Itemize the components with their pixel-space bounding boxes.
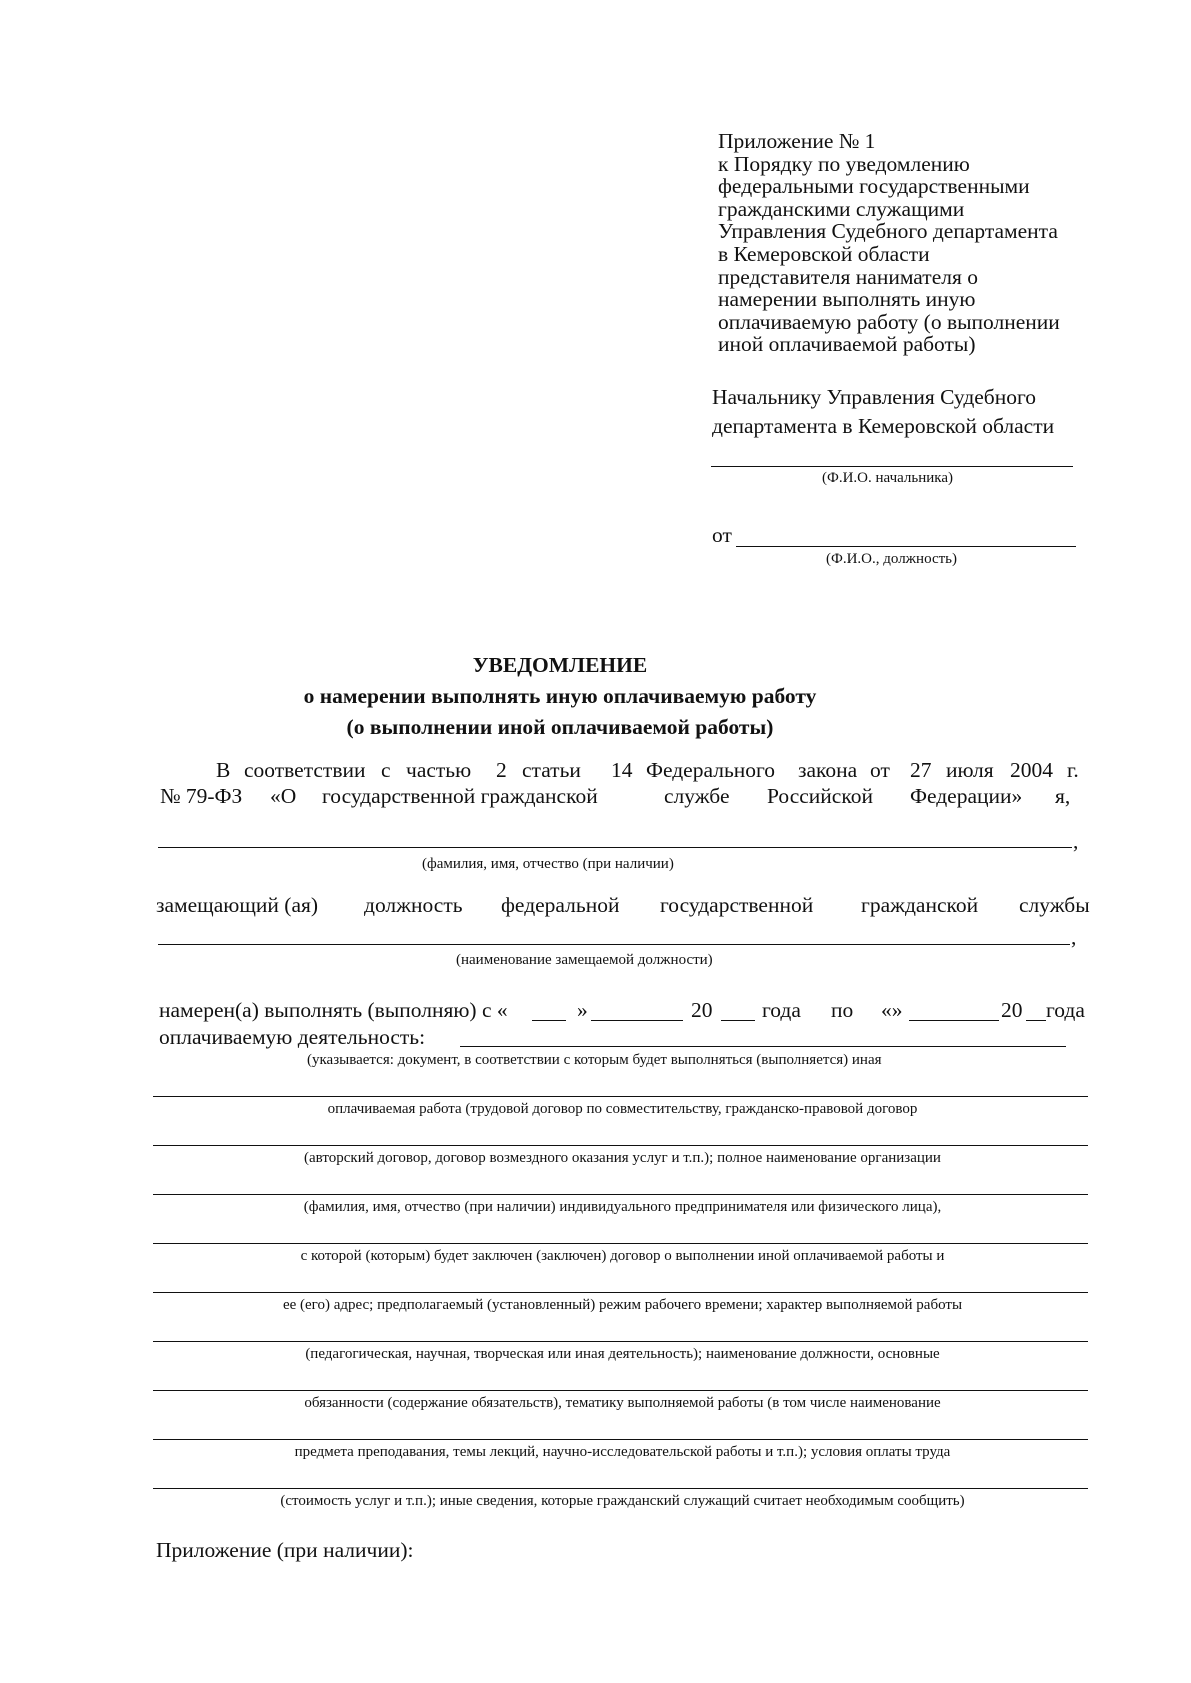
body-word: я, [1055, 784, 1071, 808]
details-field[interactable] [153, 1390, 1088, 1391]
body-word: соответствии [244, 758, 366, 782]
appendix-line: представителя нанимателя о [718, 264, 978, 289]
body-word: с [381, 758, 391, 782]
position-word: замещающий (ая) [156, 893, 319, 917]
attachment-label: Приложение (при наличии): [156, 1538, 414, 1562]
details-field[interactable] [153, 1292, 1088, 1293]
addressee-line: Начальнику Управления Судебного [712, 385, 1037, 409]
intend-text: года [1046, 998, 1085, 1022]
intend-text: «» [881, 998, 903, 1022]
details-caption: (стоимость услуг и т.п.); иные сведения, которые гражданский служащий считает необходимым сообщить) [280, 1493, 965, 1509]
appendix-line: гражданскими служащими [718, 196, 965, 221]
comma: , [1071, 925, 1077, 949]
fio-caption: (фамилия, имя, отчество (при наличии) [422, 856, 674, 872]
position-word: должность [364, 893, 463, 917]
body-word: 2 [496, 758, 507, 782]
body-word: «О [270, 784, 297, 808]
appendix-line: федеральными государственными [718, 174, 1030, 199]
appendix-line: Управления Судебного департамента [718, 219, 1058, 244]
appendix-line: к Порядку по уведомлению [718, 151, 970, 176]
month-to-field[interactable] [909, 1020, 999, 1021]
appendix-line: иной оплачиваемой работы) [718, 332, 976, 357]
position-caption: (наименование замещаемой должности) [456, 952, 713, 968]
body-word: Федерального [646, 758, 776, 782]
fio-field[interactable] [158, 847, 1072, 848]
details-caption: (педагогическая, научная, творческая или иная деятельность); наименование должности, основные [305, 1346, 940, 1362]
day-from-field[interactable] [532, 1020, 566, 1021]
body-word: 27 [910, 758, 932, 782]
details-field[interactable] [153, 1194, 1088, 1195]
details-caption: ее (его) адрес; предполагаемый (установленный) режим рабочего времени; характер выполняемой работы [282, 1297, 963, 1313]
details-caption: предмета преподавания, темы лекций, научно-исследовательской работы и т.п.); условия оплаты труда [294, 1444, 951, 1460]
intend-text: намерен(а) выполнять (выполняю) с « [159, 998, 508, 1022]
details-field[interactable] [153, 1096, 1088, 1097]
details-field[interactable] [153, 1439, 1088, 1440]
body-word: № 79-ФЗ [160, 784, 243, 808]
body-word: государственной гражданской [322, 784, 598, 808]
activity-label: оплачиваемую деятельность: [159, 1025, 426, 1049]
details-caption: (авторский договор, договор возмездного оказания услуг и т.п.); полное наименование организации [304, 1150, 941, 1166]
body-word: статьи [522, 758, 581, 782]
document-subtitle: о намерении выполнять иную оплачиваемую работу [303, 684, 817, 708]
chief-name-caption: (Ф.И.О. начальника) [822, 470, 954, 486]
position-word: гражданской [861, 893, 979, 917]
year-to-field[interactable] [1026, 1020, 1046, 1021]
body-word: Российской [767, 784, 873, 808]
intend-text: по [831, 998, 854, 1022]
position-word: федеральной [501, 893, 620, 917]
body-word: июля [946, 758, 994, 782]
intend-text: 20 [691, 998, 713, 1022]
year-from-field[interactable] [721, 1020, 755, 1021]
details-caption: (фамилия, имя, отчество (при наличии) индивидуального предпринимателя или физического лица), [303, 1199, 942, 1215]
details-field[interactable] [153, 1243, 1088, 1244]
body-word: 14 [611, 758, 633, 782]
body-word: г. [1067, 758, 1079, 782]
details-caption: с которой (которым) будет заключен (заключен) договор о выполнении иной оплачиваемой работы и [300, 1248, 945, 1264]
body-word: закона [798, 758, 858, 782]
details-field[interactable] [153, 1488, 1088, 1489]
details-field[interactable] [153, 1341, 1088, 1342]
details-field[interactable] [153, 1145, 1088, 1146]
activity-caption: (указывается: документ, в соответствии с которым будет выполняться (выполняется) иная [307, 1052, 882, 1068]
activity-field[interactable] [460, 1046, 1066, 1047]
document-subtitle: (о выполнении иной оплачиваемой работы) [346, 715, 774, 739]
addressee-line: департамента в Кемеровской области [712, 414, 1055, 438]
appendix-line: намерении выполнять иную [718, 287, 976, 312]
from-name-field[interactable] [736, 546, 1076, 547]
body-word: В [216, 758, 231, 782]
body-word: 2004 [1010, 758, 1053, 782]
position-word: службы [1019, 893, 1090, 917]
body-word: частью [406, 758, 472, 782]
chief-name-field[interactable] [711, 466, 1073, 467]
position-field[interactable] [158, 944, 1070, 945]
appendix-line: Приложение № 1 [718, 129, 876, 153]
body-word: службе [664, 784, 730, 808]
intend-text: 20 [1001, 998, 1023, 1022]
details-caption: обязанности (содержание обязательств), тематику выполняемой работы (в том числе наименование [304, 1395, 941, 1411]
details-caption: оплачиваемая работа (трудовой договор по совместительству, гражданско-правовой договор [327, 1101, 918, 1117]
from-label: от [712, 523, 732, 547]
addressee-block [712, 383, 1112, 441]
document-title: УВЕДОМЛЕНИЕ [472, 653, 648, 677]
body-word: Федерации» [910, 784, 1023, 808]
body-word: от [870, 758, 890, 782]
comma: , [1073, 829, 1079, 853]
appendix-line: в Кемеровской области [718, 241, 930, 266]
intend-text: » [577, 998, 588, 1022]
month-from-field[interactable] [591, 1020, 683, 1021]
from-name-caption: (Ф.И.О., должность) [826, 551, 957, 567]
appendix-header [718, 130, 1118, 356]
appendix-line: оплачиваемую работу (о выполнении [718, 309, 1060, 334]
intend-text: года [762, 998, 801, 1022]
position-word: государственной [660, 893, 814, 917]
